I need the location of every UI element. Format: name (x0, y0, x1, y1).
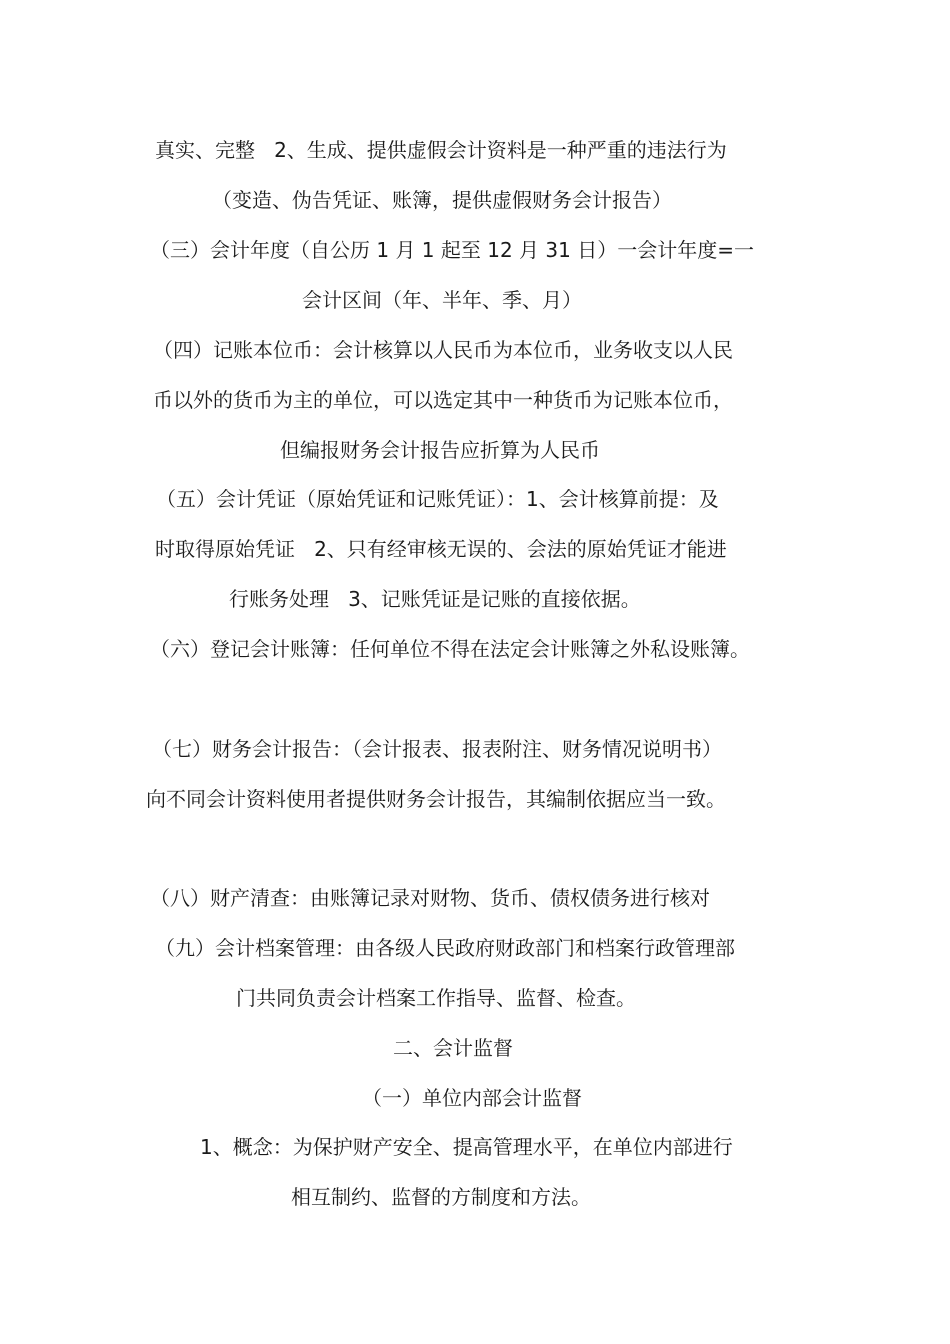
section-heading: 二、会计监督 (393, 1036, 513, 1060)
text-line: （变造、伪告凭证、账簿，提供虚假财务会计报告） (212, 188, 672, 212)
text-line: （四）记账本位币：会计核算以人民币为本位币，业务收支以人民 (153, 338, 733, 362)
text-line: 相互制约、监督的方制度和方法。 (291, 1185, 591, 1209)
text-line: 向不同会计资料使用者提供财务会计报告，其编制依据应当一致。 (146, 787, 726, 811)
text-line: （六）登记会计账簿：任何单位不得在法定会计账簿之外私设账簿。 (150, 637, 750, 661)
text-line: 但编报财务会计报告应折算为人民币 (280, 438, 600, 462)
text-line: 时取得原始凭证 2、只有经审核无误的、会法的原始凭证才能进 (155, 537, 727, 561)
text-line: （三）会计年度（自公历 1 月 1 起至 12 月 31 日）一会计年度=一 (150, 238, 754, 262)
text-line: （九）会计档案管理：由各级人民政府财政部门和档案行政管理部 (155, 936, 735, 960)
text-line: （七）财务会计报告：（会计报表、报表附注、财务情况说明书） (152, 737, 722, 761)
text-line: 会计区间（年、半年、季、月） (302, 288, 582, 312)
text-line: 真实、完整 2、生成、提供虚假会计资料是一种严重的违法行为 (155, 138, 727, 162)
text-line: 币以外的货币为主的单位，可以选定其中一种货币为记账本位币， (153, 388, 733, 412)
text-line: 1、概念：为保护财产安全、提高管理水平，在单位内部进行 (200, 1135, 733, 1159)
text-line: （五）会计凭证（原始凭证和记账凭证）：1、会计核算前提：及 (156, 487, 719, 511)
text-line: 行账务处理 3、记账凭证是记账的直接依据。 (229, 587, 641, 611)
text-line: 门共同负责会计档案工作指导、监督、检查。 (236, 986, 636, 1010)
text-line: （八）财产清查：由账簿记录对财物、货币、债权债务进行核对 (150, 886, 710, 910)
subsection-heading: （一）单位内部会计监督 (362, 1086, 582, 1110)
